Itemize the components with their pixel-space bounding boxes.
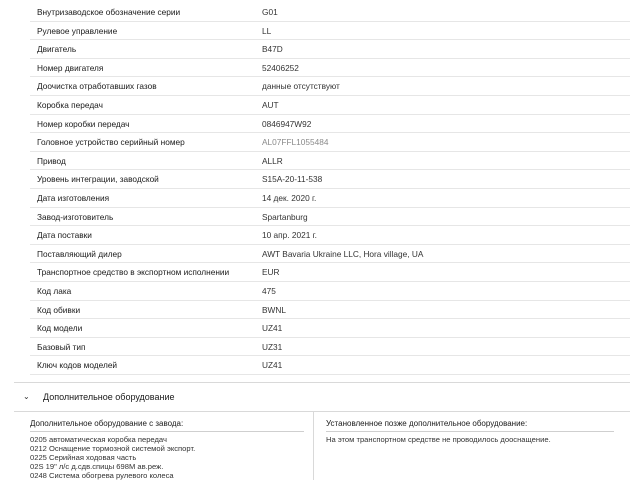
spec-value: S15A-20-11-538 (262, 174, 323, 185)
spec-label: Номер двигателя (37, 62, 104, 73)
factory-equipment-panel (24, 412, 310, 480)
spec-value: AUT (262, 100, 279, 110)
spec-value: G01 (262, 7, 278, 17)
spec-label: Завод-изготовитель (37, 211, 114, 222)
spec-row (30, 96, 630, 115)
spec-row (30, 77, 630, 96)
spec-value: B47D (262, 44, 283, 55)
spec-value: 52406252 (262, 62, 299, 73)
list-item: 02S 19" л/с д.сдв.спицы 698M ав.реж. (30, 462, 164, 471)
spec-label: Привод (37, 155, 66, 166)
spec-value: UZ31 (262, 341, 283, 352)
list-item: 0205 автоматическая коробка передач (30, 435, 167, 444)
spec-row (30, 22, 630, 41)
spec-label: Двигатель (37, 44, 77, 55)
spec-value: 14 дек. 2020 г. (262, 193, 317, 203)
spec-label: Базовый тип (37, 341, 86, 352)
chevron-down-icon: ⌄ (23, 392, 30, 401)
spec-row (30, 40, 630, 59)
spec-row (30, 245, 630, 264)
spec-value: Spartanburg (262, 211, 308, 222)
retrofit-equipment-panel (320, 412, 620, 480)
spec-row (30, 319, 630, 338)
list-item: 0212 Оснащение тормозной системой экспорт. (30, 444, 196, 453)
spec-label: Рулевое управление (37, 25, 118, 36)
spec-label: Головное устройство серийный номер (37, 137, 185, 148)
spec-row (30, 133, 630, 152)
spec-row (30, 226, 630, 245)
spec-label: Ключ кодов моделей (37, 360, 118, 371)
spec-label: Дата изготовления (37, 193, 110, 203)
spec-value: данные отсутствуют (262, 81, 340, 92)
spec-value: ALLR (262, 155, 283, 166)
spec-value: BWNL (262, 304, 286, 315)
spec-label: Транспортное средство в экспортном исполнении (37, 267, 230, 278)
spec-label: Коробка передач (37, 100, 103, 110)
spec-row (30, 263, 630, 282)
spec-label: Поставляющий дилер (37, 248, 122, 259)
spec-row (30, 301, 630, 320)
spec-row (30, 170, 630, 189)
spec-row (30, 356, 630, 375)
spec-label: Код модели (37, 323, 83, 334)
spec-value: EUR (262, 267, 280, 278)
spec-label: Дата поставки (37, 230, 92, 241)
spec-row (30, 208, 630, 227)
spec-label: Код обивки (37, 304, 81, 315)
spec-label: Внутризаводское обозначение серии (37, 7, 181, 17)
spec-value: 475 (262, 286, 276, 296)
spec-row (30, 115, 630, 134)
spec-value: AL07FFL1055484 (262, 137, 329, 148)
panel-title: Дополнительное оборудование с завода: (30, 419, 304, 432)
section-title: Дополнительное оборудование (43, 392, 175, 402)
panel-divider (313, 412, 314, 480)
spec-label: Номер коробки передач (37, 118, 130, 129)
list-item: 0248 Система обогрева рулевого колеса (30, 471, 174, 480)
list-item: 0225 Серийная ходовая часть (30, 453, 137, 462)
spec-row (30, 59, 630, 78)
spec-row (30, 338, 630, 357)
spec-value: UZ41 (262, 323, 283, 334)
spec-value: AWT Bavaria Ukraine LLC, Hora village, UA (262, 248, 424, 259)
spec-row (30, 282, 630, 301)
spec-row (30, 3, 630, 22)
panel-title: Установленное позже дополнительное оборудование: (326, 419, 614, 432)
factory-option-list (30, 435, 195, 480)
spec-value: UZ41 (262, 360, 283, 371)
retrofit-text: На этом транспортном средстве не проводилось дооснащение. (326, 435, 551, 444)
spec-row (30, 152, 630, 171)
spec-row (30, 189, 630, 208)
additional-equipment-toggle[interactable] (14, 383, 630, 411)
spec-value: 10 апр. 2021 г. (262, 230, 317, 241)
spec-label: Доочистка отработавших газов (37, 81, 157, 92)
spec-label: Код лака (37, 286, 72, 296)
spec-value: 0846947W92 (262, 118, 312, 129)
spec-value: LL (262, 25, 272, 36)
spec-label: Уровень интеграции, заводской (37, 174, 159, 185)
